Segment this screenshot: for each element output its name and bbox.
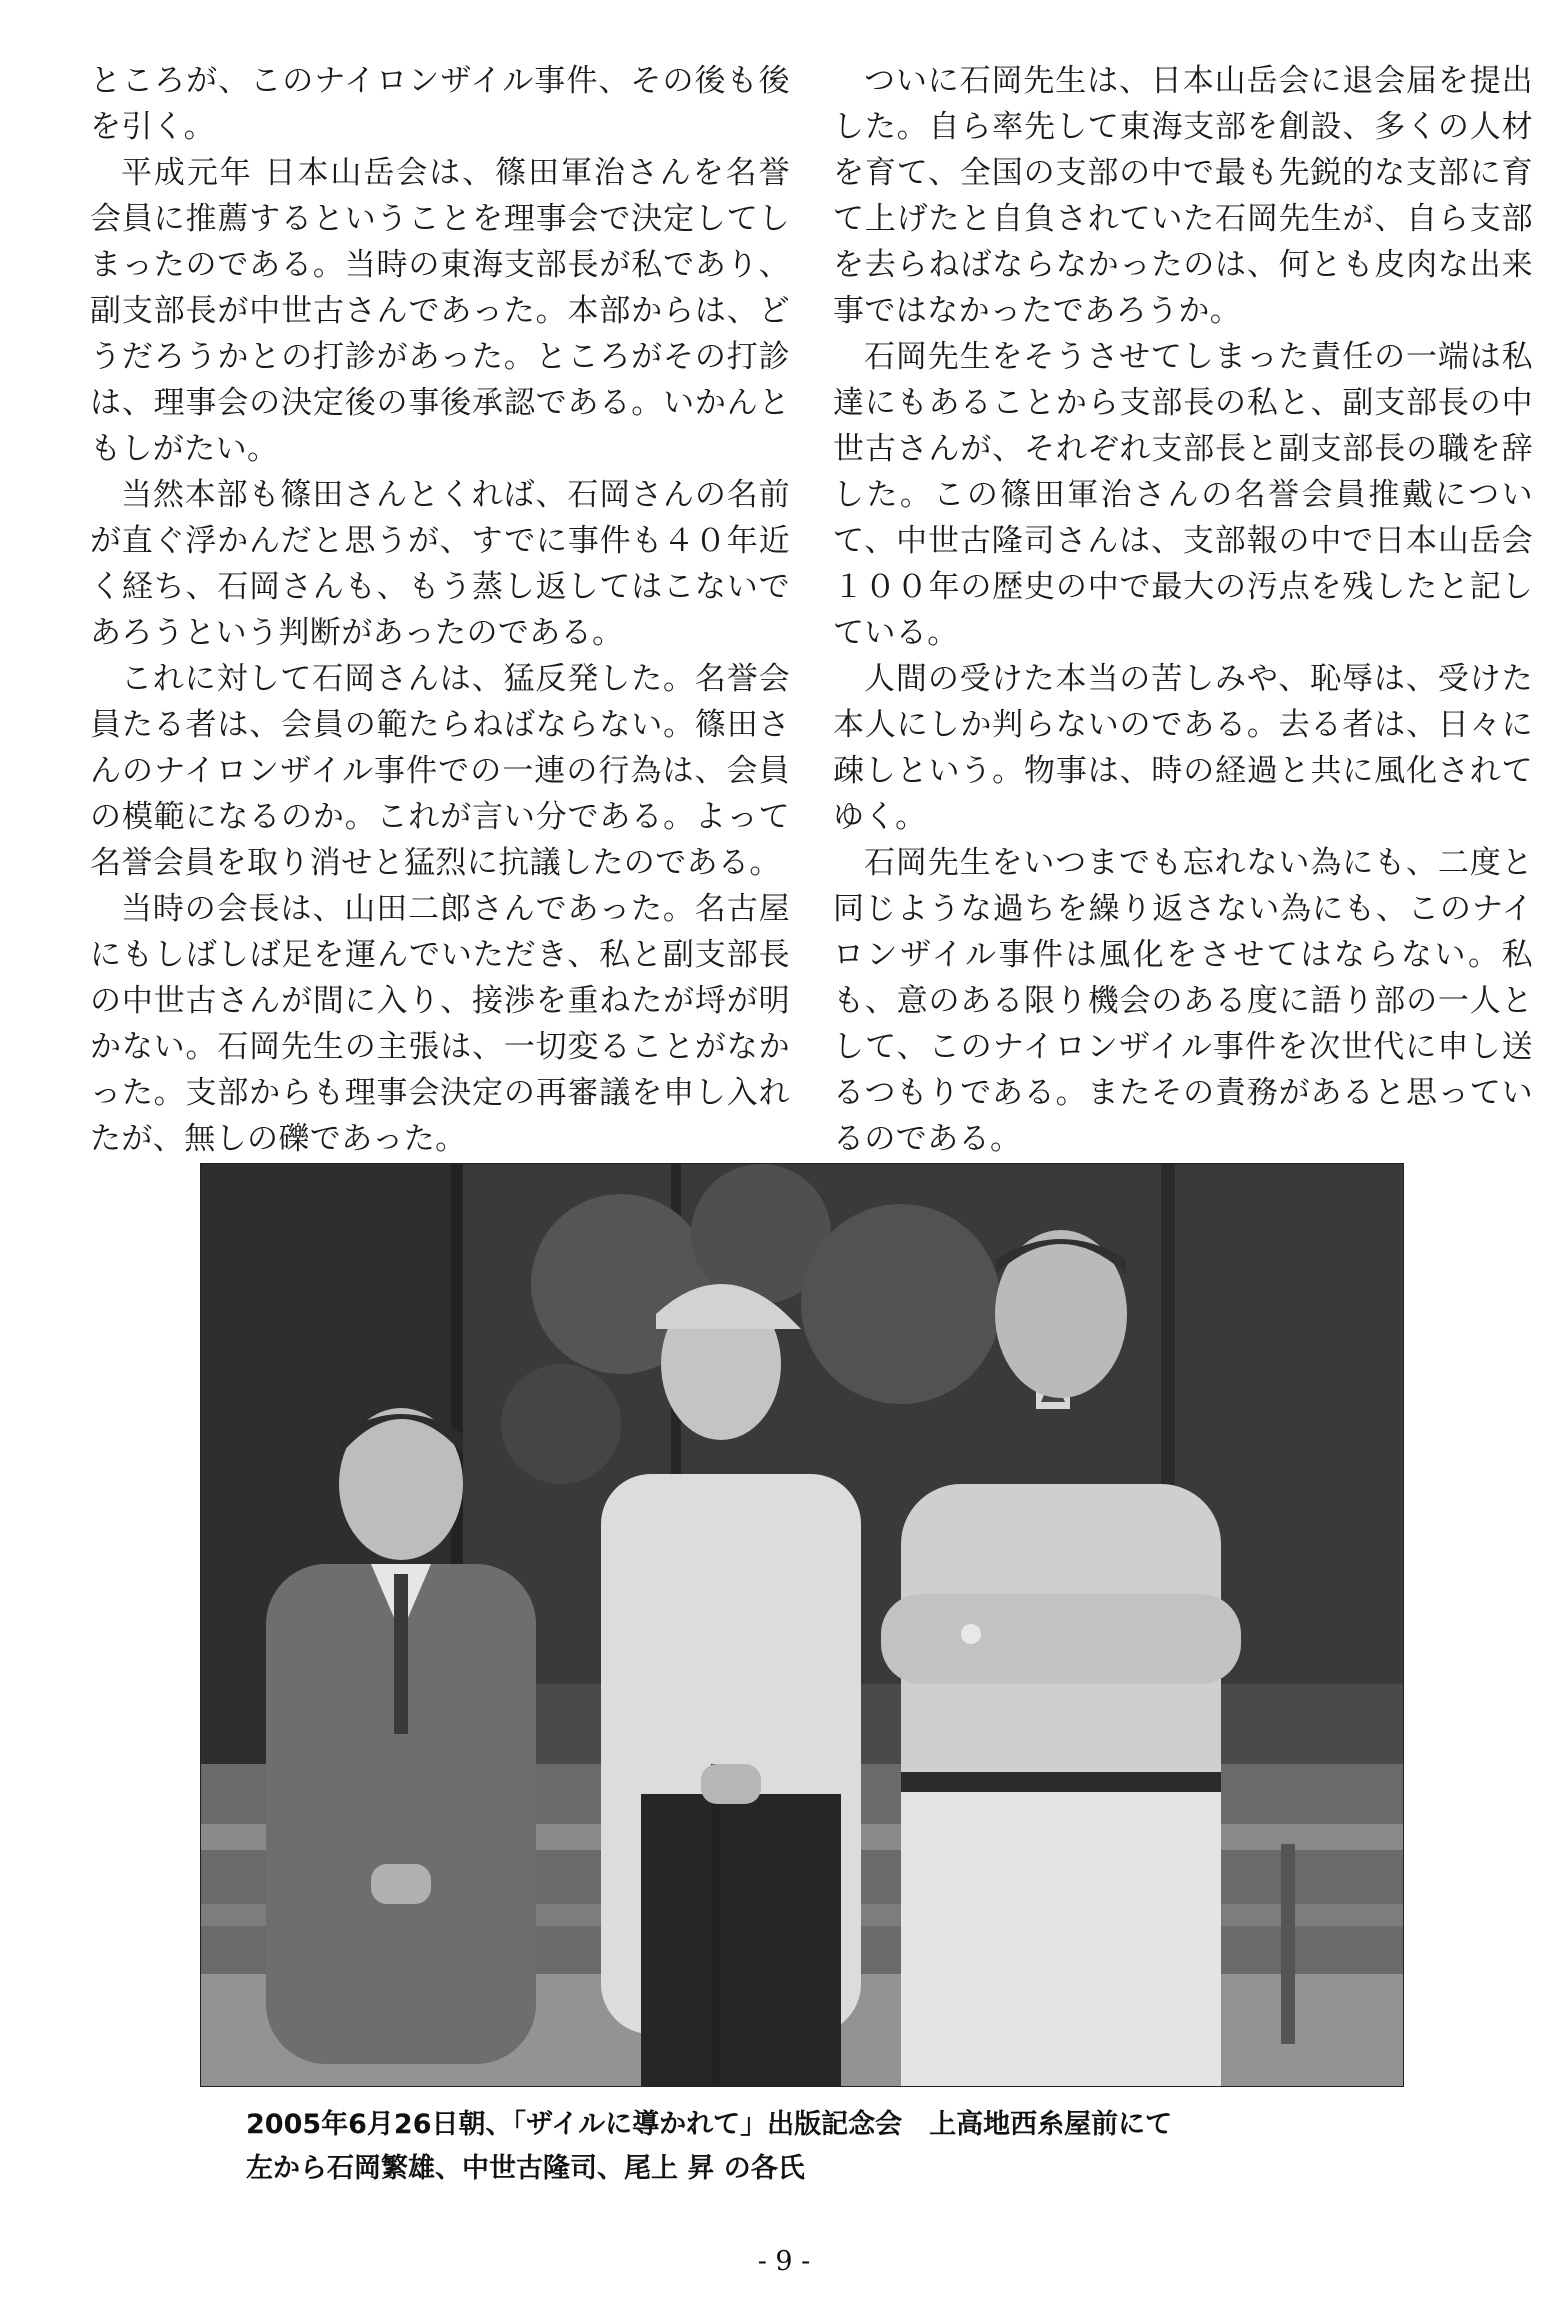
photo-caption [246,2103,1426,2191]
page-number: - 9 - [757,2246,811,2277]
caption-line: 2005年6月26日朝、「ザイルに導かれて」出版記念会 上高地西糸屋前にて [246,2109,1173,2140]
paragraph: 当然本部も篠田さんとくれば、石岡さんの名前が直ぐ浮かんだと思うが、すでに事件も４０年近く経ち、石岡さんも、もう蒸し返してはこないであろうという判断があったのである。 [90,477,790,651]
caption-line: 左から石岡繁雄、中世古隆司、尾上 昇 の各氏 [246,2153,805,2184]
paragraph: 石岡先生をそうさせてしまった責任の一端は私達にもあることから支部長の私と、副支部長の中世古さんが、それぞれ支部長と副支部長の職を辞した。この篠田軍治さんの名誉会員推戴について、中世古隆司さんは、支部報の中で日本山岳会１００年の歴史の中で最大の汚点を残したと記している。 [833,339,1533,651]
paragraph: ところが、このナイロンザイル事件、その後も後を引く。 [90,63,790,145]
paragraph: ついに石岡先生は、日本山岳会に退会届を提出した。自ら率先して東海支部を創設、多くの人材を育て、全国の支部の中で最も先鋭的な支部に育て上げたと自負されていた石岡先生が、自ら支部を去らねばならなかったのは、何とも皮肉な出来事ではなかったであろうか。 [833,63,1533,329]
paragraph: 人間の受けた本当の苦しみや、恥辱は、受けた本人にしか判らないのである。去る者は、日々に疎しという。物事は、時の経過と共に風化されてゆく。 [833,661,1533,835]
article-left-column [90,58,790,1162]
paragraph: 平成元年 日本山岳会は、篠田軍治さんを名誉会員に推薦するということを理事会で決定してしまったのである。当時の東海支部長が私であり、副支部長が中世古さんであった。本部からは、どうだろうかとの打診があった。ところがその打診は、理事会の決定後の事後承認である。いかんともしがたい。 [90,155,790,467]
paragraph: 石岡先生をいつまでも忘れない為にも、二度と同じような過ちを繰り返さない為にも、このナイロンザイル事件は風化をさせてはならない。私も、意のある限り機会のある度に語り部の一人として、このナイロンザイル事件を次世代に申し送るつもりである。またその責務があると思っているのである。 [833,845,1533,1157]
paragraph: 当時の会長は、山田二郎さんであった。名古屋にもしばしば足を運んでいただき、私と副支部長の中世古さんが間に入り、接渉を重ねたが埒が明かない。石岡先生の主張は、一切変ることがなかった。支部からも理事会決定の再審議を申し入れたが、無しの礫であった。 [90,891,790,1157]
article-right-column [833,58,1533,1162]
group-photo [200,1163,1404,2087]
paragraph: これに対して石岡さんは、猛反発した。名誉会員たる者は、会員の範たらねばならない。篠田さんのナイロンザイル事件での一連の行為は、会員の模範になるのか。これが言い分である。よって名誉会員を取り消せと猛烈に抗議したのである。 [90,661,790,881]
